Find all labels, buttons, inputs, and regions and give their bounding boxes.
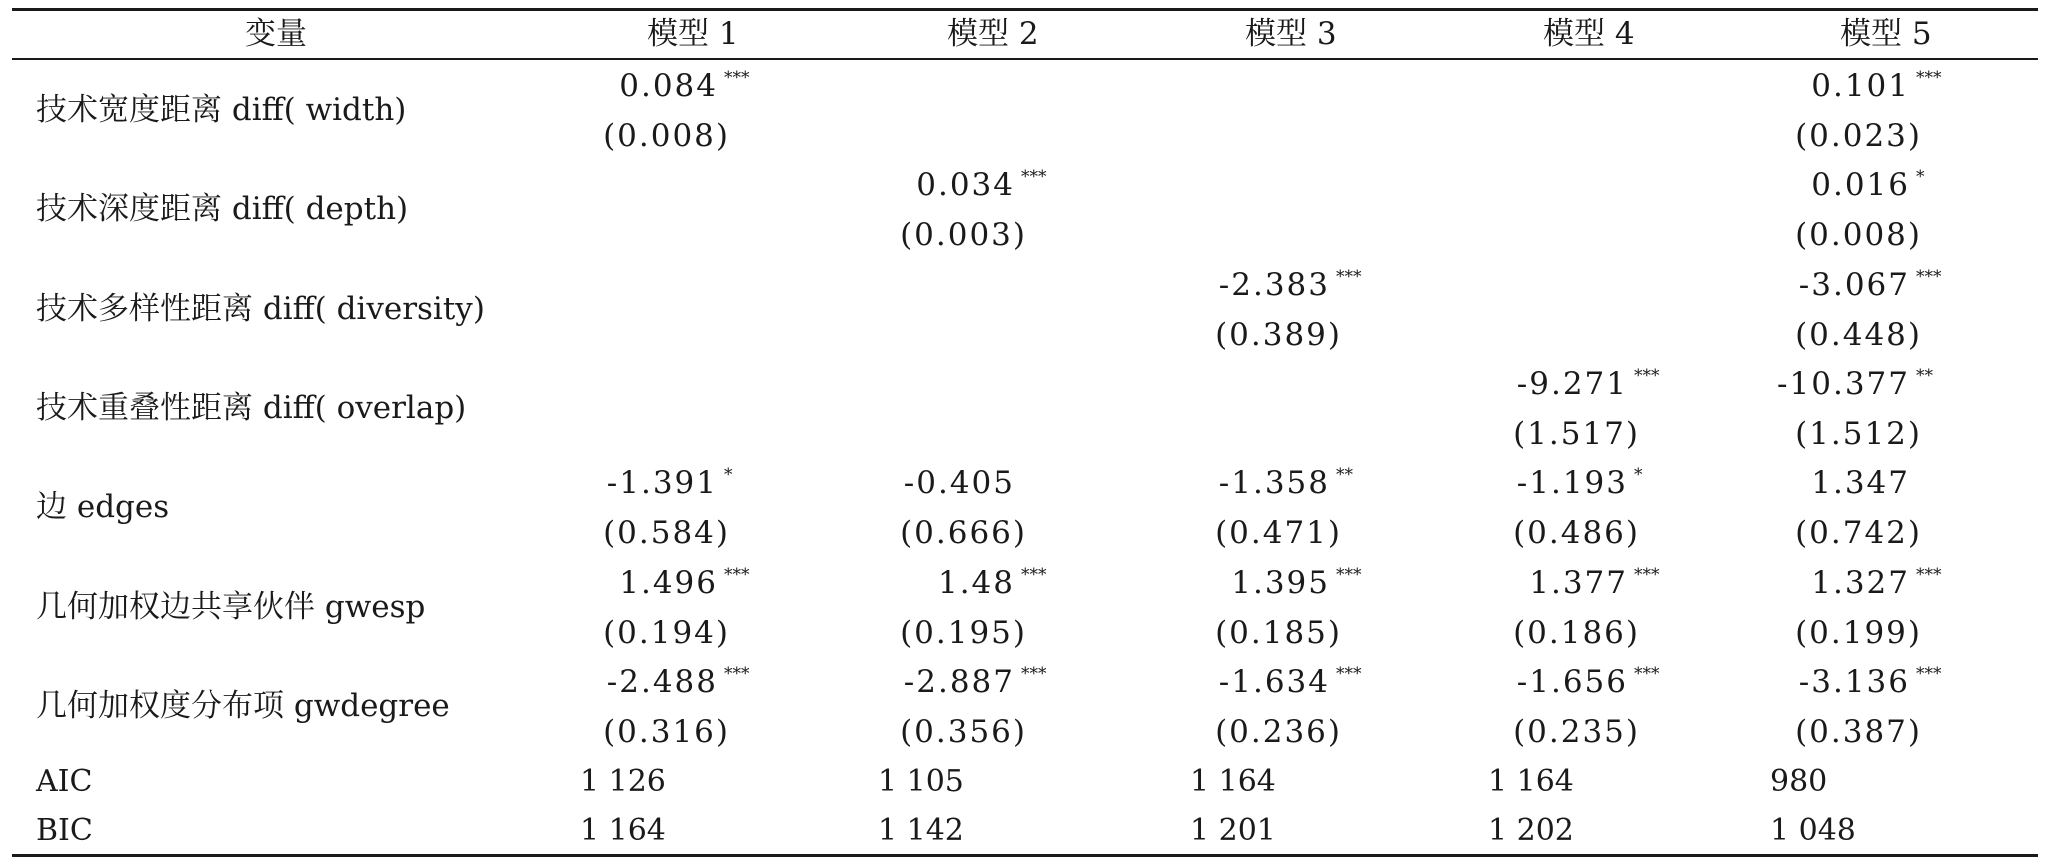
coef-cell (1231, 563, 1330, 603)
stat-value: 1 048 (1770, 813, 1856, 848)
significance-stars: * (724, 465, 733, 486)
std-error: (0.448) (1795, 316, 1922, 353)
header-model-1: 模型 1 (647, 16, 739, 52)
significance-stars: *** (724, 663, 750, 684)
coef-value: 0.084 (619, 68, 718, 104)
coef-value: -10.377 (1777, 365, 1910, 402)
significance-stars: * (1634, 465, 1643, 486)
stat-value: 1 126 (580, 764, 666, 799)
stat-label: BIC (36, 813, 93, 848)
header-model-3: 模型 3 (1245, 16, 1337, 52)
significance-stars: *** (1336, 564, 1362, 585)
row-label: 几何加权度分布项 gwdegree (36, 687, 450, 724)
std-error: (0.008) (1795, 217, 1922, 254)
coef-value: -1.634 (1218, 663, 1330, 700)
coef-cell (1529, 563, 1628, 603)
std-error: (0.742) (1795, 515, 1922, 552)
std-error: (0.387) (1795, 713, 1922, 750)
std-error: (0.316) (603, 713, 730, 750)
coef-value: -3.067 (1798, 266, 1910, 303)
coef-value: 1.327 (1811, 564, 1910, 601)
row-label: 几何加权边共享伙伴 gwesp (36, 588, 426, 625)
header-rule (12, 58, 2038, 60)
coef-cell (607, 463, 718, 503)
coef-value: 1.48 (937, 564, 1015, 601)
coef-value: -1.656 (1516, 663, 1628, 700)
std-error: (0.186) (1513, 614, 1640, 651)
coef-value: -0.405 (903, 465, 1015, 502)
std-error: (0.185) (1215, 614, 1342, 651)
stat-label: AIC (36, 764, 93, 799)
coef-cell (619, 563, 718, 603)
stat-value: 1 164 (1190, 764, 1276, 799)
coef-value: 1.347 (1811, 465, 1910, 502)
significance-stars: *** (1634, 564, 1660, 585)
significance-stars: *** (1021, 663, 1047, 684)
top-rule (12, 8, 2038, 11)
significance-stars: *** (1916, 68, 1942, 88)
coef-value: 0.034 (916, 167, 1015, 204)
significance-stars: * (1916, 167, 1925, 188)
std-error: (0.356) (900, 713, 1027, 750)
header-model-5: 模型 5 (1840, 16, 1932, 52)
std-error: (0.486) (1513, 515, 1640, 552)
std-error: (0.008) (603, 118, 730, 154)
coef-value: 1.395 (1231, 564, 1330, 601)
coef-cell (938, 563, 1015, 603)
std-error: (0.666) (900, 515, 1027, 552)
std-error: (0.199) (1795, 614, 1922, 651)
coef-value: -3.136 (1798, 663, 1910, 700)
coef-value: 1.377 (1529, 564, 1628, 601)
coef-cell (607, 662, 718, 702)
significance-stars: *** (1634, 663, 1660, 684)
stat-value: 980 (1770, 764, 1828, 799)
coef-value: 0.101 (1811, 68, 1910, 104)
coef-cell (904, 463, 1015, 503)
significance-stars: *** (1916, 266, 1942, 287)
stat-value: 1 142 (878, 813, 964, 848)
coef-cell (1811, 66, 1910, 106)
significance-stars: *** (1634, 365, 1660, 386)
coef-value: -2.887 (903, 663, 1015, 700)
std-error: (0.236) (1215, 713, 1342, 750)
coef-cell (1777, 364, 1910, 404)
significance-stars: *** (724, 564, 750, 585)
significance-stars: ** (1916, 365, 1933, 386)
row-label: 边 edges (36, 489, 170, 526)
std-error: (0.003) (900, 217, 1027, 254)
bottom-rule (12, 854, 2038, 857)
std-error: (0.584) (603, 515, 730, 552)
row-label: 技术深度距离 diff( depth) (36, 191, 409, 228)
coef-cell (1219, 463, 1330, 503)
coef-value: 0.016 (1811, 167, 1910, 204)
std-error: (1.517) (1513, 415, 1640, 452)
coef-cell (1799, 265, 1910, 305)
coef-cell (1811, 563, 1910, 603)
stat-value: 1 164 (580, 813, 666, 848)
row-label: 技术多样性距离 diff( diversity) (36, 290, 485, 327)
coef-value: -2.488 (606, 663, 718, 700)
significance-stars: *** (1021, 564, 1047, 585)
coef-cell (1219, 662, 1330, 702)
coef-value: -2.383 (1218, 266, 1330, 303)
coef-cell (1811, 165, 1910, 205)
row-label: 技术重叠性距离 diff( overlap) (36, 389, 467, 426)
std-error: (0.194) (603, 614, 730, 651)
row-label: 技术宽度距离 diff( width) (36, 92, 407, 128)
coef-value: -1.193 (1516, 465, 1628, 502)
header-model-4: 模型 4 (1543, 16, 1635, 52)
std-error: (0.471) (1215, 515, 1342, 552)
coef-cell (1517, 463, 1628, 503)
coef-cell (1517, 662, 1628, 702)
significance-stars: *** (1021, 167, 1047, 188)
stat-value: 1 201 (1190, 813, 1276, 848)
significance-stars: *** (724, 68, 750, 88)
coef-cell (904, 662, 1015, 702)
std-error: (0.389) (1215, 316, 1342, 353)
coef-cell (1517, 364, 1628, 404)
header-model-2: 模型 2 (947, 16, 1039, 52)
coef-cell (619, 66, 718, 106)
header-variable: 变量 (245, 16, 307, 52)
std-error: (0.195) (900, 614, 1027, 651)
stat-value: 1 164 (1488, 764, 1574, 799)
coef-value: -1.391 (606, 465, 718, 502)
coef-value: -9.271 (1516, 365, 1628, 402)
significance-stars: *** (1916, 564, 1942, 585)
significance-stars: *** (1916, 663, 1942, 684)
significance-stars: *** (1336, 663, 1362, 684)
coef-cell (1799, 662, 1910, 702)
coef-value: 1.496 (619, 564, 718, 601)
coef-cell (1219, 265, 1330, 305)
coef-value: -1.358 (1218, 465, 1330, 502)
std-error: (0.235) (1513, 713, 1640, 750)
std-error: (0.023) (1795, 118, 1922, 154)
std-error: (1.512) (1795, 415, 1922, 452)
coef-cell (1811, 463, 1910, 503)
significance-stars: *** (1336, 266, 1362, 287)
stat-value: 1 202 (1488, 813, 1574, 848)
coef-cell (916, 165, 1015, 205)
stat-value: 1 105 (878, 764, 964, 799)
significance-stars: ** (1336, 465, 1353, 486)
